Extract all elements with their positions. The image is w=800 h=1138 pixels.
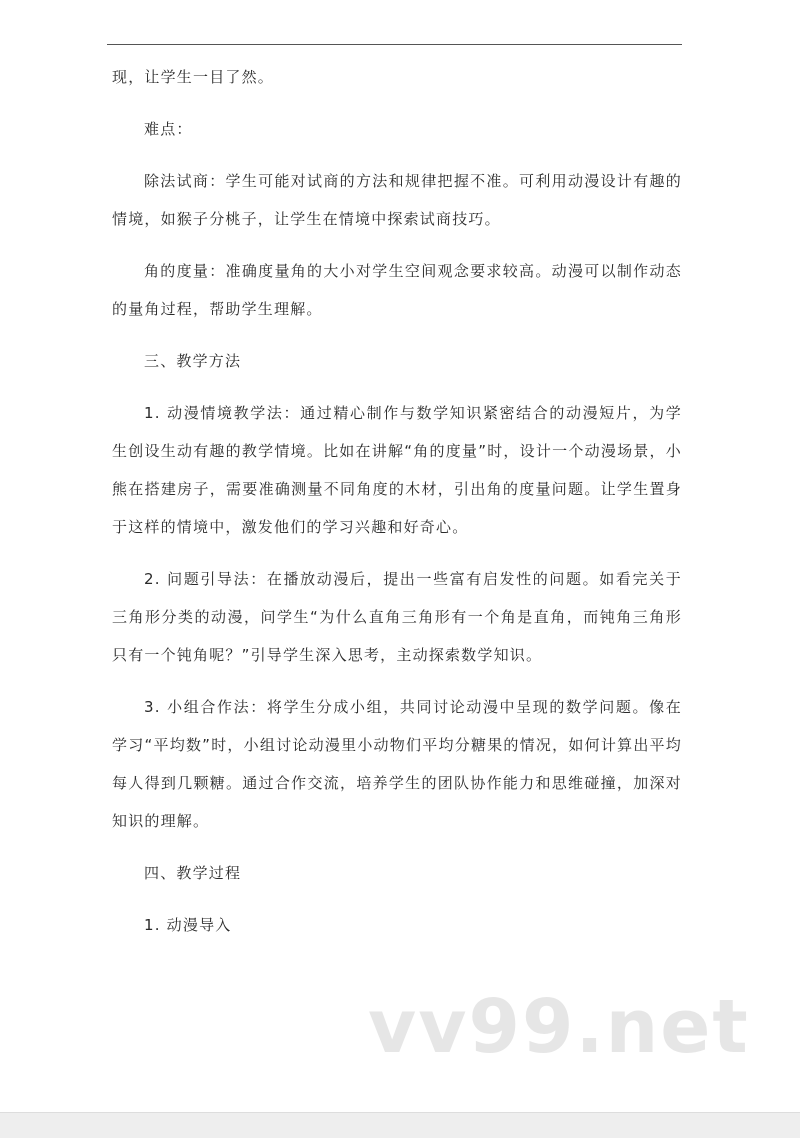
- watermark: vv99.net: [368, 984, 750, 1070]
- paragraph: 角的度量：准确度量角的大小对学生空间观念要求较高。动漫可以制作动态的量角过程，帮助学生理解。: [112, 262, 682, 318]
- paragraph: 除法试商：学生可能对试商的方法和规律把握不准。可利用动漫设计有趣的情境，如猴子分桃子，让学生在情境中探索试商技巧。: [112, 172, 682, 228]
- section-heading-methods: 三、教学方法: [144, 352, 242, 370]
- paragraph-heading-difficulties: 难点：: [144, 120, 193, 138]
- section-heading-process: 四、教学过程: [144, 864, 242, 882]
- paragraph: 2. 问题引导法：在播放动漫后，提出一些富有启发性的问题。如看完关于三角形分类的动漫，问学生“为什么直角三角形有一个角是直角，而钝角三角形只有一个钝角呢？”引导学生深入思考，主动探索数学知识。: [112, 570, 682, 664]
- subsection-heading: 1. 动漫导入: [144, 916, 232, 934]
- page-bottom-band: [0, 1112, 800, 1138]
- paragraph: 3. 小组合作法：将学生分成小组，共同讨论动漫中呈现的数学问题。像在学习“平均数”时，小组讨论动漫里小动物们平均分糖果的情况，如何计算出平均每人得到几颗糖。通过合作交流，培养学生的团队协作能力和思维碰撞，加深对知识的理解。: [112, 698, 682, 830]
- paragraph: 1. 动漫情境教学法：通过精心制作与数学知识紧密结合的动漫短片，为学生创设生动有趣的教学情境。比如在讲解“角的度量”时，设计一个动漫场景，小熊在搭建房子，需要准确测量不同角度的木材，引出角的度量问题。让学生置身于这样的情境中，激发他们的学习兴趣和好奇心。: [112, 404, 682, 536]
- header-rule: [107, 44, 682, 45]
- paragraph: 现，让学生一目了然。: [112, 68, 275, 86]
- document-body: [112, 58, 682, 944]
